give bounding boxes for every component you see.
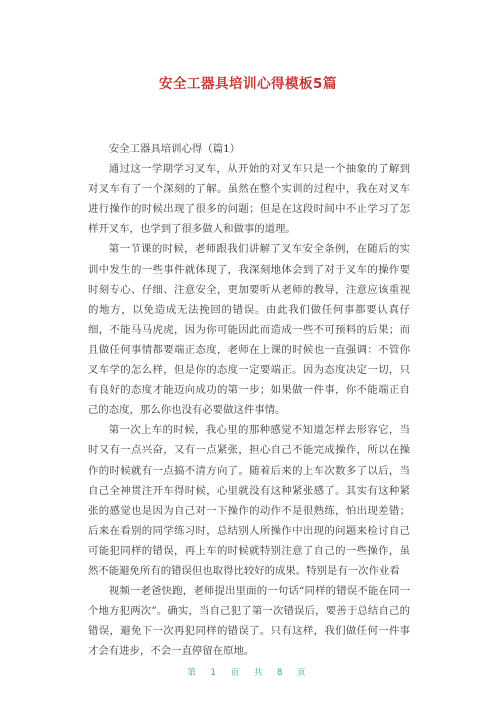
page-footer: 第 1 页 共 8 页 [187, 668, 309, 678]
document-title: 安全工器具培训心得模板5篇 [159, 76, 337, 92]
body-paragraph-1: 通过这一学期学习叉车，从开始的对叉车只是一个抽象的了解到对叉车有了一个深刻的了解。虽然在整个实训的过程中，我在对叉车进行操作的时候出现了很多的问题；但是在这段时间中不止学习了怎样开叉车，也学到了很多做人和做事的道理。 [88, 163, 410, 236]
body-paragraph-2: 第一节课的时候，老师跟我们讲解了叉车安全条例，在随后的实训中发生的一些事件就体现了，我深刻地体会到了对于叉车的操作要时刻专心、仔细、注意安全，更加要听从老师的教导，注意应该重视的地方，以免造成无法挽回的错误。由此我们做任何事都要认真仔细，不能马马虎虎，因为你可能因此而造成一些不可预料的后果；而且做任何事情都要端正态度，老师在上课的时候也一直强调：不管你叉车学的怎么样，但是你的态度一定要端正。因为态度决定一切，只有良好的态度才能迈向成功的第一步；如果做一件事，你不能端正自己的态度，那么你也没有必要做这件事情。 [88, 243, 410, 417]
section-subtitle: 安全工器具培训心得（篇1） [108, 143, 241, 155]
body-paragraph-3: 第一次上车的时候，我心里的那种感觉不知道怎样去形容它，当时又有一点兴奋，又有一点紧张，担心自己不能完成操作，所以在操作的时候就有一点搞不清方向了。随着后来的上车次数多了以后，当自己全神贯注开车得时候，心里就没有这种紧张感了。其实有这种紧张的感觉也是因为自己对一下操作的动作不是很熟练，怕出现差错；后来在看别的同学练习时，总结别人所操作中出现的问题来检讨自己可能犯同样的错误，再上车的时候就特别注意了自己的一些操作，虽然不能避免所有的错误但也取得比较好的成果。特别是有一次作业看 [88, 424, 410, 577]
body-paragraph-4: 视频一老爸快跑，老师提出里面的一句话“同样的错误不能在同一个地方犯两次”。确实，当自己犯了第一次错误后，要善于总结自己的错误，避免下一次再犯同样的错误了。只有这样，我们做任何一件事才会有进步，不会一直停留在原地。 [88, 585, 410, 658]
document-body [88, 139, 410, 661]
